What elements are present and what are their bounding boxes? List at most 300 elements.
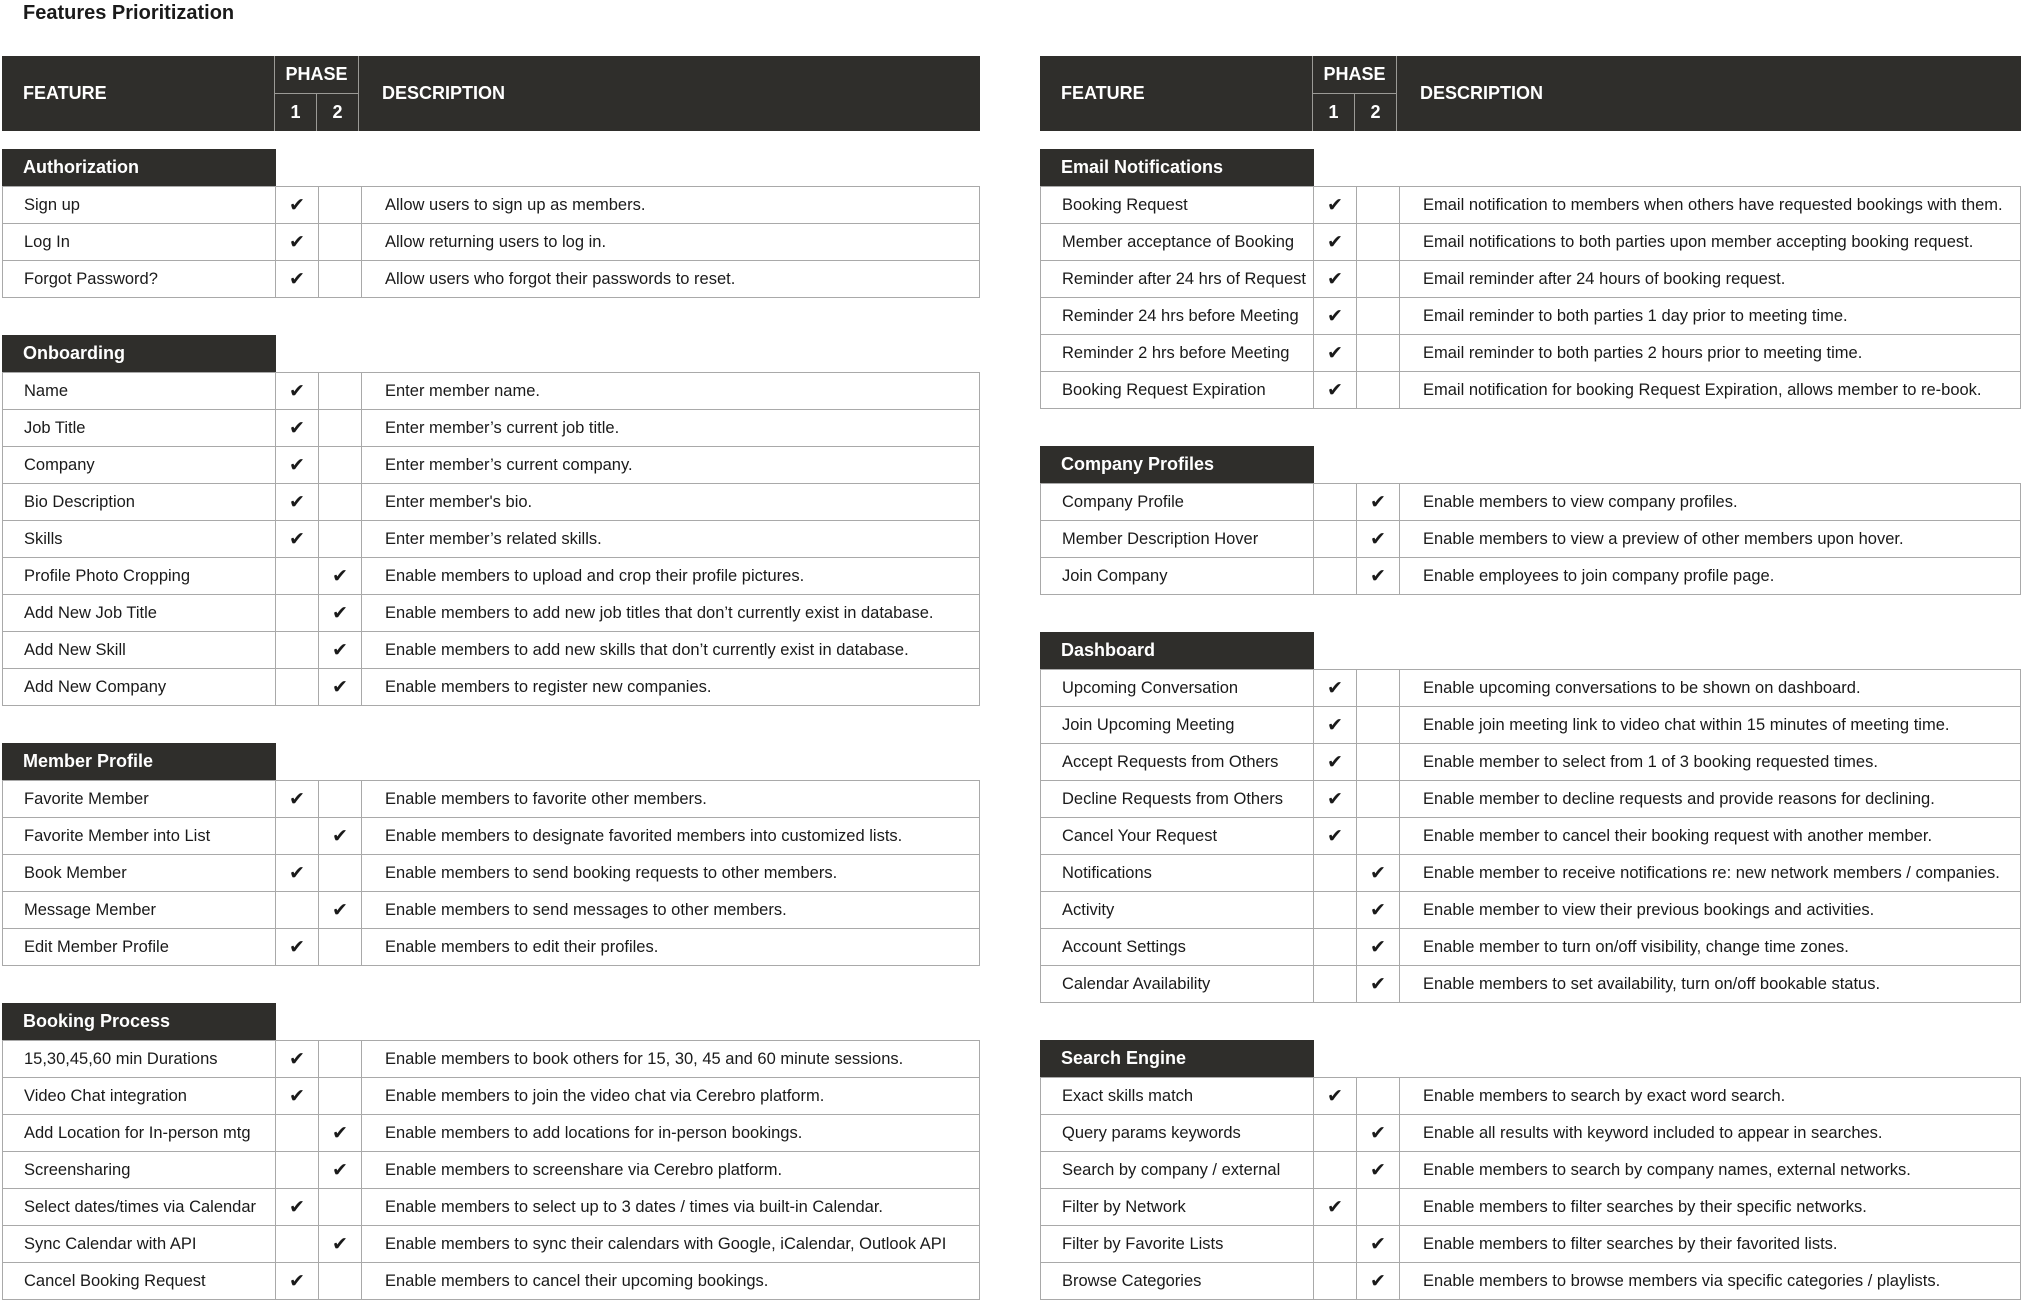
section-title: Authorization: [2, 149, 276, 186]
feature-table: [2, 780, 980, 966]
check-icon: ✔: [1327, 825, 1343, 847]
table-row: [3, 447, 980, 484]
check-icon: ✔: [289, 417, 305, 439]
table-row: [1041, 892, 2021, 929]
feature-description: Enable members to cancel their upcoming bookings.: [362, 1263, 980, 1300]
feature-description: Enable members to send messages to other members.: [362, 892, 980, 929]
table-header: [2, 56, 980, 131]
check-icon: ✔: [1370, 528, 1386, 550]
table-row: [1041, 224, 2021, 261]
feature-name: Sync Calendar with API: [3, 1226, 276, 1263]
phase-1-cell: [276, 1078, 319, 1115]
feature-name: Screensharing: [3, 1152, 276, 1189]
feature-description: Allow returning users to log in.: [362, 224, 980, 261]
feature-table: [2, 186, 980, 298]
feature-description: Enable members to search by exact word search.: [1400, 1078, 2021, 1115]
table-row: [1041, 558, 2021, 595]
phase-2-cell: [319, 447, 362, 484]
feature-name: Join Upcoming Meeting: [1041, 707, 1314, 744]
section-title: Email Notifications: [1040, 149, 1314, 186]
feature-description: Enable members to set availability, turn on/off bookable status.: [1400, 966, 2021, 1003]
feature-description: Enable members to designate favorited members into customized lists.: [362, 818, 980, 855]
check-icon: ✔: [289, 936, 305, 958]
phase-1-cell: [276, 1152, 319, 1189]
table-row: [1041, 372, 2021, 409]
phase-2-cell: [319, 929, 362, 966]
phase-2-cell: [1357, 818, 1400, 855]
phase-1-cell: [276, 187, 319, 224]
feature-description: Enable upcoming conversations to be shown on dashboard.: [1400, 670, 2021, 707]
table-row: [3, 818, 980, 855]
phase-1-cell: [276, 632, 319, 669]
feature-description: Enable members to book others for 15, 30, 45 and 60 minute sessions.: [362, 1041, 980, 1078]
table-row: [1041, 1078, 2021, 1115]
feature-description: Enter member's bio.: [362, 484, 980, 521]
feature-description: Email notification to members when others have requested bookings with them.: [1400, 187, 2021, 224]
phase-2-cell: [319, 1115, 362, 1152]
table-row: [3, 410, 980, 447]
check-icon: ✔: [1327, 677, 1343, 699]
phase-1-cell: [276, 929, 319, 966]
table-row: [1041, 929, 2021, 966]
header-phase-2: 2: [1355, 94, 1397, 131]
check-icon: ✔: [1370, 1270, 1386, 1292]
table-row: [3, 1041, 980, 1078]
feature-section: [2, 1003, 980, 1300]
table-row: [1041, 1152, 2021, 1189]
phase-1-cell: [276, 818, 319, 855]
feature-name: Upcoming Conversation: [1041, 670, 1314, 707]
phase-2-cell: [319, 484, 362, 521]
header-phase-1: 1: [275, 94, 317, 131]
phase-2-cell: [1357, 261, 1400, 298]
feature-description: Enable member to cancel their booking request with another member.: [1400, 818, 2021, 855]
check-icon: ✔: [1327, 751, 1343, 773]
phase-1-cell: [1314, 187, 1357, 224]
phase-1-cell: [276, 558, 319, 595]
feature-name: Company: [3, 447, 276, 484]
feature-name: Filter by Network: [1041, 1189, 1314, 1226]
feature-name: Cancel Booking Request: [3, 1263, 276, 1300]
table-row: [1041, 335, 2021, 372]
feature-section: [2, 149, 980, 298]
table-row: [1041, 1226, 2021, 1263]
check-icon: ✔: [1370, 1159, 1386, 1181]
feature-description: Enable all results with keyword included to appear in searches.: [1400, 1115, 2021, 1152]
feature-section: [1040, 446, 2021, 595]
phase-2-cell: [319, 373, 362, 410]
feature-description: Email notification for booking Request Expiration, allows member to re-book.: [1400, 372, 2021, 409]
header-feature: FEATURE: [2, 56, 275, 131]
table-row: [1041, 855, 2021, 892]
table-row: [1041, 707, 2021, 744]
phase-1-cell: [276, 1189, 319, 1226]
header-description: DESCRIPTION: [382, 83, 506, 103]
phase-2-cell: [1357, 744, 1400, 781]
phase-1-cell: [1314, 892, 1357, 929]
feature-description: Enable join meeting link to video chat within 15 minutes of meeting time.: [1400, 707, 2021, 744]
feature-name: Log In: [3, 224, 276, 261]
table-row: [1041, 187, 2021, 224]
phase-2-cell: [1357, 1078, 1400, 1115]
phase-1-cell: [1314, 670, 1357, 707]
feature-table: [1040, 1077, 2021, 1300]
section-title: Booking Process: [2, 1003, 276, 1040]
check-icon: ✔: [332, 1159, 348, 1181]
table-row: [1041, 818, 2021, 855]
phase-1-cell: [276, 892, 319, 929]
phase-1-cell: [276, 1226, 319, 1263]
check-icon: ✔: [332, 676, 348, 698]
check-icon: ✔: [1327, 194, 1343, 216]
feature-description: Enable members to register new companies.: [362, 669, 980, 706]
feature-name: Add New Job Title: [3, 595, 276, 632]
phase-2-cell: [319, 781, 362, 818]
feature-name: Calendar Availability: [1041, 966, 1314, 1003]
phase-2-cell: [1357, 1189, 1400, 1226]
phase-2-cell: [1357, 670, 1400, 707]
check-icon: ✔: [1370, 1233, 1386, 1255]
page-title: Features Prioritization: [23, 2, 235, 24]
feature-name: Cancel Your Request: [1041, 818, 1314, 855]
feature-description: Enter member’s current company.: [362, 447, 980, 484]
table-row: [3, 1263, 980, 1300]
feature-name: Query params keywords: [1041, 1115, 1314, 1152]
phase-2-cell: [1357, 224, 1400, 261]
check-icon: ✔: [332, 565, 348, 587]
phase-1-cell: [1314, 855, 1357, 892]
phase-2-cell: [1357, 187, 1400, 224]
table-row: [3, 558, 980, 595]
phase-2-cell: [319, 1189, 362, 1226]
feature-description: Enable member to select from 1 of 3 booking requested times.: [1400, 744, 2021, 781]
table-row: [3, 595, 980, 632]
table-row: [3, 929, 980, 966]
phase-1-cell: [1314, 558, 1357, 595]
feature-description: Allow users who forgot their passwords to reset.: [362, 261, 980, 298]
feature-description: Email reminder after 24 hours of booking request.: [1400, 261, 2021, 298]
feature-description: Enable members to select up to 3 dates / times via built-in Calendar.: [362, 1189, 980, 1226]
feature-section: [1040, 149, 2021, 409]
feature-name: Accept Requests from Others: [1041, 744, 1314, 781]
feature-name: Reminder 2 hrs before Meeting: [1041, 335, 1314, 372]
table-row: [3, 187, 980, 224]
table-row: [1041, 484, 2021, 521]
feature-name: Profile Photo Cropping: [3, 558, 276, 595]
feature-description: Allow users to sign up as members.: [362, 187, 980, 224]
phase-2-cell: [319, 595, 362, 632]
feature-table: [1040, 669, 2021, 1003]
feature-name: Skills: [3, 521, 276, 558]
feature-description: Enter member’s related skills.: [362, 521, 980, 558]
phase-1-cell: [1314, 335, 1357, 372]
phase-2-cell: [319, 818, 362, 855]
feature-name: Member acceptance of Booking: [1041, 224, 1314, 261]
check-icon: ✔: [1370, 565, 1386, 587]
table-row: [3, 781, 980, 818]
phase-2-cell: [319, 521, 362, 558]
phase-2-cell: [1357, 484, 1400, 521]
table-row: [1041, 781, 2021, 818]
phase-2-cell: [1357, 707, 1400, 744]
check-icon: ✔: [289, 268, 305, 290]
phase-2-cell: [319, 632, 362, 669]
check-icon: ✔: [1327, 379, 1343, 401]
check-icon: ✔: [1370, 973, 1386, 995]
phase-1-cell: [1314, 1115, 1357, 1152]
feature-description: Email reminder to both parties 1 day prior to meeting time.: [1400, 298, 2021, 335]
feature-description: Enable member to turn on/off visibility, change time zones.: [1400, 929, 2021, 966]
phase-1-cell: [276, 410, 319, 447]
check-icon: ✔: [289, 454, 305, 476]
feature-description: Enable members to filter searches by their specific networks.: [1400, 1189, 2021, 1226]
phase-2-cell: [319, 1041, 362, 1078]
feature-name: Sign up: [3, 187, 276, 224]
header-description: DESCRIPTION: [1420, 83, 1544, 103]
phase-2-cell: [1357, 372, 1400, 409]
section-title: Company Profiles: [1040, 446, 1314, 483]
feature-name: Booking Request: [1041, 187, 1314, 224]
table-row: [3, 669, 980, 706]
check-icon: ✔: [289, 1085, 305, 1107]
check-icon: ✔: [1370, 936, 1386, 958]
check-icon: ✔: [1327, 714, 1343, 736]
phase-1-cell: [1314, 1226, 1357, 1263]
feature-description: Enable members to edit their profiles.: [362, 929, 980, 966]
phase-1-cell: [276, 1115, 319, 1152]
phase-2-cell: [1357, 1263, 1400, 1300]
check-icon: ✔: [289, 194, 305, 216]
feature-name: Name: [3, 373, 276, 410]
phase-1-cell: [276, 1263, 319, 1300]
phase-2-cell: [1357, 335, 1400, 372]
table-row: [1041, 966, 2021, 1003]
phase-1-cell: [1314, 298, 1357, 335]
table-row: [3, 1189, 980, 1226]
feature-description: Enable member to decline requests and provide reasons for declining.: [1400, 781, 2021, 818]
check-icon: ✔: [1370, 862, 1386, 884]
check-icon: ✔: [1370, 899, 1386, 921]
feature-section: [1040, 632, 2021, 1003]
phase-2-cell: [319, 1263, 362, 1300]
feature-section: [1040, 1040, 2021, 1300]
feature-name: Exact skills match: [1041, 1078, 1314, 1115]
phase-1-cell: [1314, 966, 1357, 1003]
feature-table: [1040, 483, 2021, 595]
feature-name: Activity: [1041, 892, 1314, 929]
check-icon: ✔: [1327, 1085, 1343, 1107]
feature-name: Booking Request Expiration: [1041, 372, 1314, 409]
phase-2-cell: [319, 224, 362, 261]
feature-description: Enable members to add new job titles that don’t currently exist in database.: [362, 595, 980, 632]
phase-1-cell: [276, 484, 319, 521]
table-row: [3, 855, 980, 892]
table-row: [3, 892, 980, 929]
phase-1-cell: [276, 669, 319, 706]
table-row: [1041, 298, 2021, 335]
check-icon: ✔: [289, 1270, 305, 1292]
feature-description: Email reminder to both parties 2 hours prior to meeting time.: [1400, 335, 2021, 372]
feature-name: Add New Company: [3, 669, 276, 706]
table-row: [3, 1078, 980, 1115]
phase-2-cell: [1357, 781, 1400, 818]
phase-1-cell: [276, 521, 319, 558]
phase-2-cell: [1357, 558, 1400, 595]
table-row: [3, 224, 980, 261]
feature-name: Notifications: [1041, 855, 1314, 892]
feature-description: Enable members to add locations for in-person bookings.: [362, 1115, 980, 1152]
feature-description: Enable employees to join company profile page.: [1400, 558, 2021, 595]
check-icon: ✔: [289, 231, 305, 253]
phase-1-cell: [1314, 484, 1357, 521]
feature-name: Bio Description: [3, 484, 276, 521]
section-title: Onboarding: [2, 335, 276, 372]
table-row: [3, 632, 980, 669]
feature-name: Job Title: [3, 410, 276, 447]
feature-section: [2, 743, 980, 966]
feature-description: Enable members to join the video chat via Cerebro platform.: [362, 1078, 980, 1115]
phase-2-cell: [1357, 892, 1400, 929]
check-icon: ✔: [1327, 1196, 1343, 1218]
phase-2-cell: [319, 669, 362, 706]
feature-name: Book Member: [3, 855, 276, 892]
phase-1-cell: [276, 781, 319, 818]
check-icon: ✔: [1327, 342, 1343, 364]
header-feature: FEATURE: [1040, 56, 1313, 131]
header-phase-1: 1: [1313, 94, 1355, 131]
feature-name: Member Description Hover: [1041, 521, 1314, 558]
feature-description: Enable members to sync their calendars with Google, iCalendar, Outlook API: [362, 1226, 980, 1263]
phase-2-cell: [319, 855, 362, 892]
feature-name: Account Settings: [1041, 929, 1314, 966]
feature-name: Decline Requests from Others: [1041, 781, 1314, 818]
feature-description: Enable members to upload and crop their profile pictures.: [362, 558, 980, 595]
phase-1-cell: [1314, 521, 1357, 558]
feature-name: Join Company: [1041, 558, 1314, 595]
check-icon: ✔: [289, 788, 305, 810]
phase-1-cell: [1314, 744, 1357, 781]
feature-name: Company Profile: [1041, 484, 1314, 521]
feature-name: Edit Member Profile: [3, 929, 276, 966]
feature-description: Enable members to search by company names, external networks.: [1400, 1152, 2021, 1189]
phase-2-cell: [319, 892, 362, 929]
feature-description: Enable members to favorite other members.: [362, 781, 980, 818]
feature-name: Select dates/times via Calendar: [3, 1189, 276, 1226]
feature-name: Message Member: [3, 892, 276, 929]
header-phase: PHASE: [1313, 56, 1397, 94]
check-icon: ✔: [1327, 788, 1343, 810]
check-icon: ✔: [332, 639, 348, 661]
phase-2-cell: [1357, 855, 1400, 892]
check-icon: ✔: [289, 862, 305, 884]
table-row: [3, 373, 980, 410]
check-icon: ✔: [332, 1122, 348, 1144]
check-icon: ✔: [289, 380, 305, 402]
feature-name: Search by company / external: [1041, 1152, 1314, 1189]
table-row: [3, 1152, 980, 1189]
feature-description: Enable members to filter searches by their favorited lists.: [1400, 1226, 2021, 1263]
feature-table: [1040, 186, 2021, 409]
check-icon: ✔: [1327, 231, 1343, 253]
feature-table: [2, 1040, 980, 1300]
phase-1-cell: [276, 224, 319, 261]
table-row: [1041, 1115, 2021, 1152]
phase-1-cell: [1314, 1078, 1357, 1115]
phase-2-cell: [319, 187, 362, 224]
phase-1-cell: [1314, 707, 1357, 744]
check-icon: ✔: [289, 491, 305, 513]
phase-2-cell: [319, 1152, 362, 1189]
phase-1-cell: [276, 261, 319, 298]
table-row: [1041, 1189, 2021, 1226]
feature-description: Enter member’s current job title.: [362, 410, 980, 447]
phase-2-cell: [319, 1078, 362, 1115]
feature-table: [2, 372, 980, 706]
phase-2-cell: [1357, 966, 1400, 1003]
table-row: [1041, 521, 2021, 558]
phase-2-cell: [319, 261, 362, 298]
phase-1-cell: [1314, 372, 1357, 409]
feature-name: Add New Skill: [3, 632, 276, 669]
table-header: [1040, 56, 2021, 131]
phase-1-cell: [276, 1041, 319, 1078]
feature-section: [2, 335, 980, 706]
phase-1-cell: [1314, 929, 1357, 966]
header-phase: PHASE: [275, 56, 359, 94]
check-icon: ✔: [332, 825, 348, 847]
phase-1-cell: [1314, 1263, 1357, 1300]
phase-2-cell: [1357, 1226, 1400, 1263]
feature-description: Enable members to send booking requests to other members.: [362, 855, 980, 892]
phase-1-cell: [276, 447, 319, 484]
section-title: Member Profile: [2, 743, 276, 780]
feature-description: Enable members to view company profiles.: [1400, 484, 2021, 521]
feature-name: Favorite Member into List: [3, 818, 276, 855]
phase-1-cell: [1314, 818, 1357, 855]
check-icon: ✔: [1327, 268, 1343, 290]
table-row: [3, 484, 980, 521]
phase-2-cell: [1357, 521, 1400, 558]
phase-1-cell: [1314, 224, 1357, 261]
phase-2-cell: [319, 1226, 362, 1263]
feature-description: Enable members to add new skills that don’t currently exist in database.: [362, 632, 980, 669]
feature-description: Enable member to receive notifications re: new network members / companies.: [1400, 855, 2021, 892]
section-title: Dashboard: [1040, 632, 1314, 669]
header-phase-2: 2: [317, 94, 359, 131]
feature-name: Forgot Password?: [3, 261, 276, 298]
check-icon: ✔: [1370, 491, 1386, 513]
phase-2-cell: [1357, 1152, 1400, 1189]
check-icon: ✔: [1327, 305, 1343, 327]
check-icon: ✔: [1370, 1122, 1386, 1144]
check-icon: ✔: [332, 602, 348, 624]
table-row: [3, 1115, 980, 1152]
phase-1-cell: [1314, 261, 1357, 298]
phase-2-cell: [319, 558, 362, 595]
table-row: [3, 261, 980, 298]
check-icon: ✔: [289, 528, 305, 550]
table-row: [1041, 670, 2021, 707]
phase-1-cell: [1314, 1189, 1357, 1226]
feature-description: Email notifications to both parties upon member accepting booking request.: [1400, 224, 2021, 261]
feature-description: Enable member to view their previous bookings and activities.: [1400, 892, 2021, 929]
check-icon: ✔: [289, 1196, 305, 1218]
phase-1-cell: [276, 855, 319, 892]
phase-1-cell: [276, 595, 319, 632]
feature-name: Video Chat integration: [3, 1078, 276, 1115]
right-feature-table: [1040, 56, 2021, 1300]
feature-description: Enter member name.: [362, 373, 980, 410]
